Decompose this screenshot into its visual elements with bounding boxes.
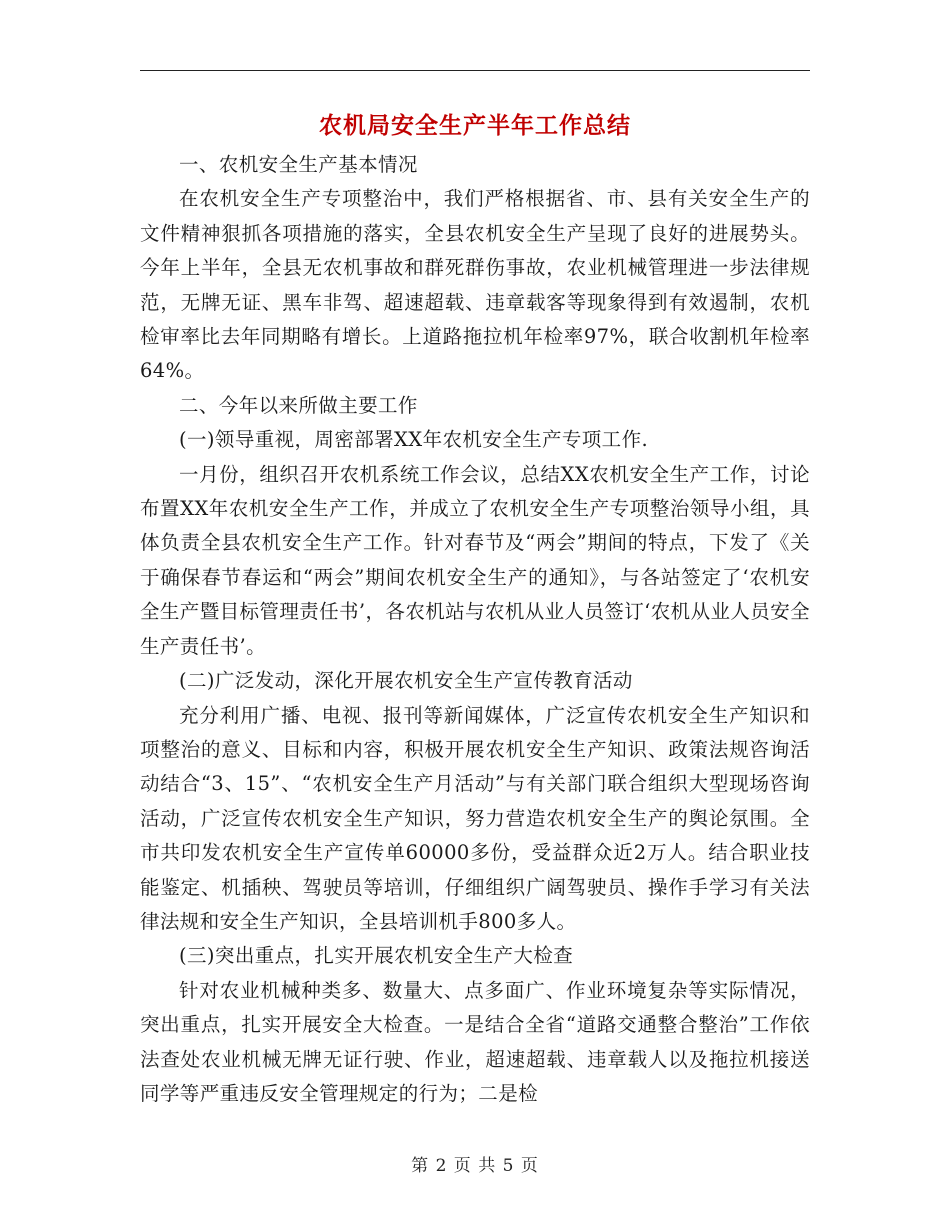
subsection-heading-1: (一)领导重视，周密部署XX年农机安全生产专项工作. [179, 428, 649, 452]
body-paragraph: 在农机安全生产专项整治中，我们严格根据省、市、县有关安全生产的文件精神狠抓各项措施的落实，全县农机安全生产呈现了良好的进展势头。今年上半年，全县无农机事故和群死群伤事故，农业机械管理进一步法律规范，无牌无证、黑车非驾、超速超载、违章载客等现象得到有效遏制，农机检审率比去年同期略有增长。上道路拖拉机年检率97%，联合收割机年检率64%。 [140, 187, 810, 383]
body-paragraph: 针对农业机械种类多、数量大、点多面广、作业环境复杂等实际情况，突出重点，扎实开展安全大检查。一是结合全省“道路交通整合整治”工作依法查处农业机械无牌无证行驶、作业，超速超载、违章载人以及拖拉机接送同学等严重违反安全管理规定的行为；二是检 [140, 978, 810, 1105]
header-rule [140, 70, 810, 71]
page-number-footer: 第 2 页 共 5 页 [411, 1156, 539, 1176]
subsection-heading-3: (三)突出重点，扎实开展农机安全生产大检查 [179, 944, 574, 968]
body-paragraph: 一月份，组织召开农机系统工作会议，总结XX农机安全生产工作，讨论布置XX年农机安全生产工作，并成立了农机安全生产专项整治领导小组，具体负责全县农机安全生产工作。针对春节及“两会”期间的特点，下发了《关于确保春节春运和“两会”期间农机安全生产的通知》，与各站签定了‘农机安全生产暨目标管理责任书’，各农机站与农机从业人员签订‘农机从业人员安全生产责任书’。 [140, 462, 810, 658]
document-body [140, 148, 810, 1111]
section-heading-basic-situation: 一、农机安全生产基本情况 [179, 153, 418, 176]
document-title: 农机局安全生产半年工作总结 [319, 112, 631, 139]
body-paragraph: 充分利用广播、电视、报刊等新闻媒体，广泛宣传农机安全生产知识和项整治的意义、目标和内容，积极开展农机安全生产知识、政策法规咨询活动结合“3、15”、“农机安全生产月活动”与有关部门联合组织大型现场咨询活动，广泛宣传农机安全生产知识，努力营造农机安全生产的舆论氛围。全市共印发农机安全生产宣传单60000多份，受益群众近2万人。结合职业技能鉴定、机插秧、驾驶员等培训，仔细组织广阔驾驶员、操作手学习有关法律法规和安全生产知识，全县培训机手800多人。 [140, 703, 810, 933]
subsection-heading-2: (二)广泛发动，深化开展农机安全生产宣传教育活动 [179, 669, 633, 693]
section-heading-main-work: 二、今年以来所做主要工作 [179, 393, 418, 417]
